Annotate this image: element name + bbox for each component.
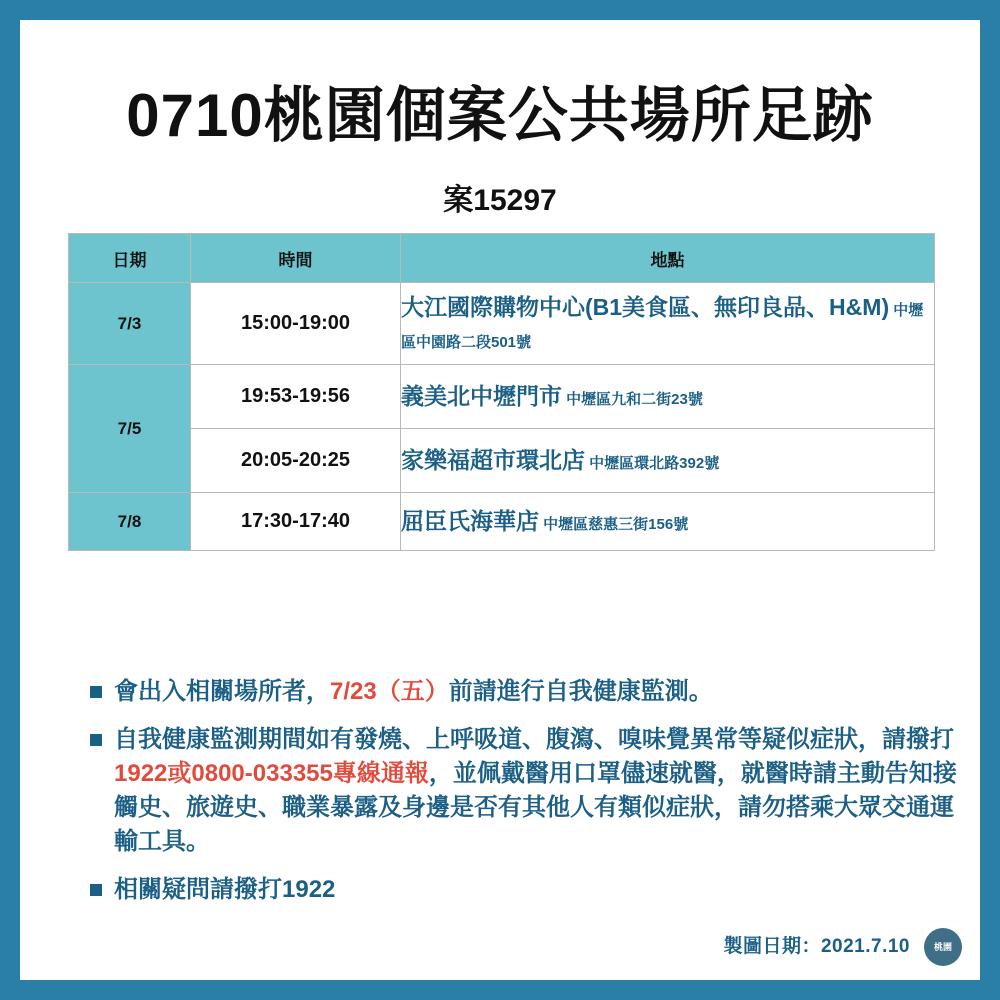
trace-table: [68, 233, 935, 551]
notes-list: [88, 675, 968, 921]
place-address: 中壢區九和二街23號: [562, 390, 703, 408]
note-highlight-text: 1922或0800-033355專線通報: [114, 760, 429, 788]
note-item: [88, 675, 968, 709]
note-text: 會出入相關場所者，: [114, 678, 330, 705]
cell-date: 7/8: [69, 493, 191, 551]
cell-place: [401, 429, 935, 493]
cell-date: 7/3: [69, 283, 191, 365]
place-address: 中壢區慈惠三街156號: [539, 515, 689, 533]
poster-card: [20, 20, 980, 980]
table-row: [69, 493, 935, 551]
note-highlight-text: 7/23（五）: [330, 678, 449, 705]
note-text: ，並佩戴醫用口罩儘速就醫，就醫時請主動告知接觸史、旅遊史、職業暴露及身邊是否有其他人有類似症狀，請勿搭乘大眾交通運輸工具。: [114, 760, 957, 856]
note-item: [88, 723, 968, 859]
place-name: 屈臣氏海華店: [401, 507, 539, 534]
column-header-place: 地點: [401, 234, 935, 283]
column-header-date: 日期: [69, 234, 191, 283]
note-item: [88, 873, 968, 907]
square-bullet-icon: [90, 734, 102, 746]
place-name: 義美北中壢門市: [401, 382, 562, 409]
cell-time: 15:00-19:00: [191, 283, 401, 365]
column-header-time: 時間: [191, 234, 401, 283]
cell-time: 19:53-19:56: [191, 365, 401, 429]
cell-place: [401, 365, 935, 429]
note-text: 相關疑問請撥打1922: [114, 876, 336, 904]
place-address: 中壢區環北路392號: [585, 454, 720, 472]
footer-date: 製圖日期：2021.7.10: [723, 936, 910, 957]
page-title: 0710桃園個案公共場所足跡: [126, 82, 874, 149]
square-bullet-icon: [90, 686, 102, 698]
table-header-row: [69, 234, 935, 283]
cell-place: [401, 493, 935, 551]
table-row: [69, 365, 935, 429]
cell-time: 20:05-20:25: [191, 429, 401, 493]
place-address: 中壢區中園路二段501號: [401, 302, 924, 351]
square-bullet-icon: [90, 884, 102, 896]
cell-date: 7/5: [69, 365, 191, 493]
table-header: [69, 234, 935, 283]
table-row: [69, 283, 935, 365]
table-row: [69, 429, 935, 493]
table-body: [69, 283, 935, 551]
place-name: 大江國際購物中心(B1美食區、無印良品、H&M): [401, 294, 890, 321]
note-text: 前請進行自我健康監測。: [448, 678, 713, 705]
city-logo-icon: 桃園: [924, 928, 962, 966]
cell-time: 17:30-17:40: [191, 493, 401, 551]
place-name: 家樂福超市環北店: [401, 446, 585, 473]
note-text: 自我健康監測期間如有發燒、上呼吸道、腹瀉、嗅味覺異常等疑似症狀，請撥打: [114, 726, 954, 754]
case-subtitle: 案15297: [443, 184, 557, 217]
cell-place: [401, 283, 935, 365]
